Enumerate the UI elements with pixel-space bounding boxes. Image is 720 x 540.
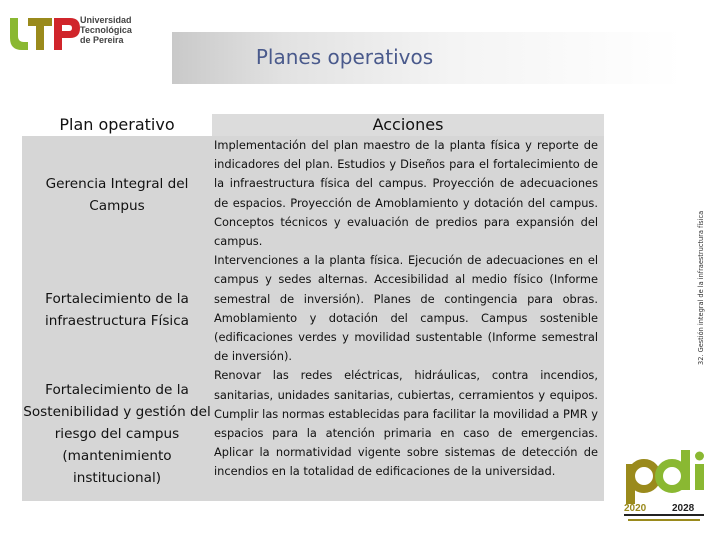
pdi-i-dot (695, 452, 704, 461)
page-title: Planes operativos (255, 45, 434, 69)
pdi-underline (624, 514, 704, 516)
pdi-logo (620, 448, 710, 528)
logo-u-shape (10, 18, 28, 50)
logo-t-shape (28, 18, 52, 50)
plan-cell-infraestructura: Fortalecimiento de la infraestructura Física (45, 291, 189, 329)
actions-cell-gerencia: Implementación del plan maestro de la planta física y reporte de indicadores del plan. Estudios y Diseños para el fortalecimiento de la infraestructura física del campus. Proyección de adecuaciones de espacios. Proyección de Amoblamiento y dotación del campus. Conceptos técnicos y evaluación de predios para expansión del campus. (214, 138, 598, 249)
logo-p-shape (54, 18, 80, 50)
actions-cell-infraestructura: Intervenciones a la planta física. Ejecución de adecuaciones en el campus y sedes alternas. Accesibilidad al medio físico (Informe semestral de inversión). Planes de contingencia para obras. Amoblamiento y dotación del campus. Campus sostenible (edificaciones verdes y movilidad sustentable (Informe semestral de inversión). (214, 253, 598, 364)
side-label: 32. Gestión integral de la infraestructura física (697, 210, 705, 365)
plan-cell-sostenibilidad: Fortalecimiento de la Sostenibilidad y gestión del riesgo del campus (mantenimiento institucional) (23, 382, 211, 486)
pdi-year-start: 2020 (624, 503, 647, 514)
pdi-i-stem (695, 464, 704, 490)
logo-text (80, 15, 132, 45)
column-header-actions: Acciones (212, 114, 604, 136)
pdi-underline-2 (628, 519, 700, 521)
logo-line: Universidad (80, 15, 132, 25)
pdi-p-bowl (631, 463, 657, 489)
logo-line: de Pereira (80, 35, 124, 45)
pdi-year-end: 2028 (672, 503, 695, 514)
logo-line: Tecnológica (80, 25, 132, 35)
actions-text (214, 136, 598, 482)
pdi-d-stem (681, 450, 690, 490)
actions-cell-sostenibilidad: Renovar las redes eléctricas, hidráulicas, contra incendios, sanitarias, unidades sanitarias, cubiertas, cerramientos y equipos. Cumplir las normas establecidas para facilitar la movilidad a PMR y espacios para la atención primaria en caso de emergencias. Aplicar la normatividad vigente sobre sistemas de detección de incendios en la totalidad de edificaciones de la universidad. (214, 368, 598, 479)
plan-cell-gerencia: Gerencia Integral del Campus (45, 176, 189, 214)
column-header-plan: Plan operativo (22, 114, 212, 136)
